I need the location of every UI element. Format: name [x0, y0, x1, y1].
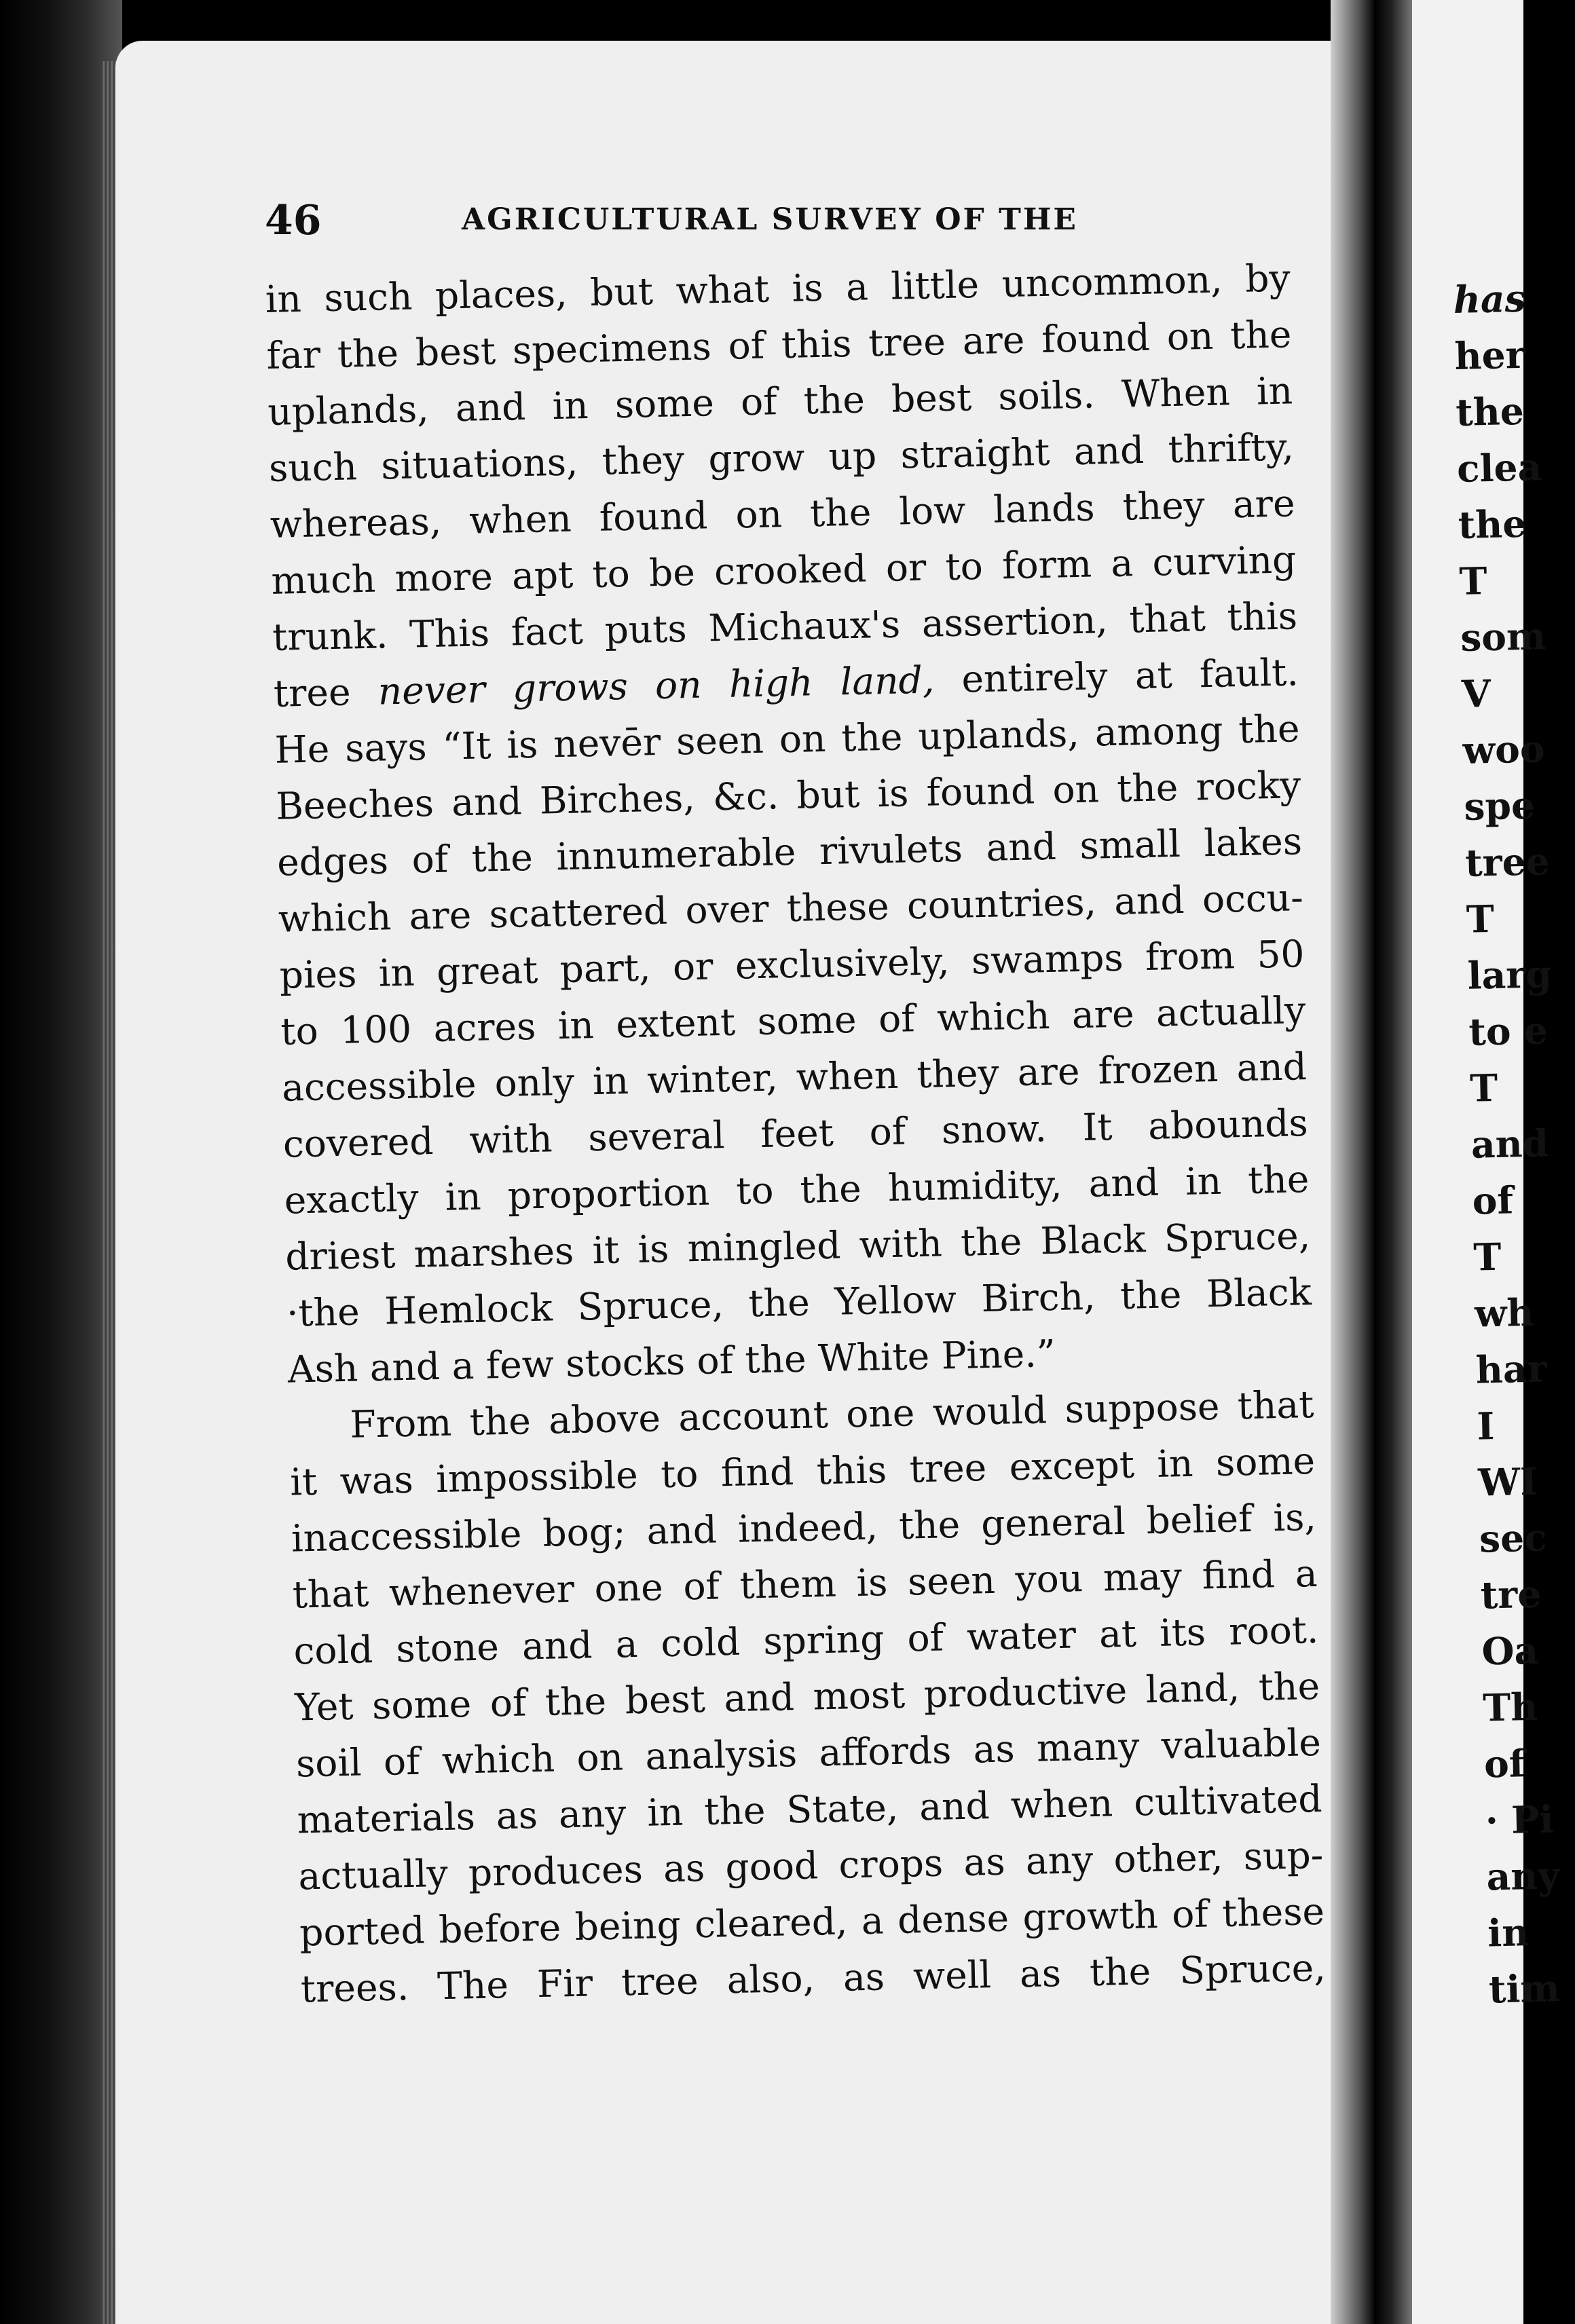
text-line: much more apt to be crooked or to form a curving [270, 538, 1297, 603]
fragment-line: sec [1479, 1515, 1548, 1561]
fragment-line: has [1453, 276, 1527, 322]
text-line: ported before being cleared, a dense growth of these [299, 1889, 1325, 1955]
fragment-line: woo [1462, 726, 1546, 772]
text-line: soil of which on analysis affords as many valuable [295, 1720, 1322, 1786]
text-line: materials as any in the State, and when cultivated [297, 1776, 1323, 1842]
text-line: that whenever one of them is seen you may find a [292, 1551, 1318, 1617]
text-line: covered with several feet of snow. It abounds [282, 1101, 1309, 1166]
text-line: exactly in proportion to the humidity, and in the [284, 1157, 1310, 1222]
text-line: such situations, they grow up straight and thrifty, [268, 425, 1295, 490]
fragment-line: V [1461, 671, 1491, 716]
fragment-line: T [1458, 559, 1488, 603]
text-line: whereas, when found on the low lands they are [270, 481, 1296, 546]
fragment-line: larg [1467, 952, 1553, 998]
fragment-line: Oa [1481, 1628, 1539, 1674]
fragment-line: and [1470, 1121, 1549, 1167]
fragment-line: of [1472, 1178, 1514, 1223]
text-line: far the best specimens of this tree are found on the [265, 312, 1292, 377]
fragment-line: Th [1482, 1684, 1538, 1730]
text-line: tree never grows on high land, entirely at fault. [273, 650, 1299, 715]
fragment-line: in [1487, 1910, 1530, 1955]
fragment-line: har [1475, 1346, 1548, 1392]
text-line: actually produces as good crops as any other, sup- [297, 1833, 1324, 1898]
text-line: Ash and a few stocks of the White Pine.” [287, 1331, 1056, 1391]
text-line: it was impossible to find this tree except in some [289, 1438, 1316, 1504]
fragment-line: spe [1463, 783, 1536, 829]
fragment-line: the [1458, 501, 1527, 547]
text-line: driest marshes it is mingled with the Black Spruce, [284, 1214, 1311, 1279]
text-line: trunk. This fact puts Michaux's assertion, that this [272, 594, 1298, 659]
text-line: From the above account one would suppose that [349, 1383, 1314, 1446]
fragment-line: her [1453, 332, 1526, 378]
page-number: 46 [265, 197, 322, 244]
text-line: ·the Hemlock Spruce, the Yellow Birch, the Black [286, 1270, 1312, 1335]
emphasized-phrase: never grows on high land, [377, 658, 935, 713]
text-line: edges of the innumerable rivulets and small lakes [276, 819, 1303, 884]
fragment-line: I [1476, 1404, 1496, 1448]
running-head: AGRICULTURAL SURVEY OF THE [462, 202, 1078, 237]
fragment-line: tree [1464, 839, 1551, 885]
fragment-line: T [1472, 1234, 1502, 1279]
fragment-line: som [1460, 614, 1546, 660]
page-header [265, 197, 1283, 251]
fragment-line: to e [1468, 1008, 1549, 1054]
body-text [265, 250, 1327, 2017]
text-line: pies in great part, or exclusively, swamps from 50 [279, 932, 1305, 997]
fragment-line: wh [1474, 1290, 1535, 1336]
fragment-line: tre [1480, 1571, 1542, 1617]
fragment-line: the [1455, 388, 1525, 434]
right-page-fragments [1453, 269, 1575, 2017]
text-line: which are scattered over these countries, and occu- [278, 876, 1304, 941]
fragment-line: clea [1456, 445, 1542, 491]
fragment-line: · Pi [1485, 1797, 1555, 1843]
text-line: uplands, and in some of the best soils. When in [267, 369, 1293, 434]
text-line: He says “It is nevēr seen on the uplands, among the [274, 707, 1301, 772]
fragment-line: of [1483, 1741, 1526, 1786]
fragment-line: T [1466, 896, 1495, 941]
text-line: trees. The Fir tree also, as well as the Spruce, [300, 1945, 1327, 2011]
text-line: cold stone and a cold spring of water at its root. [293, 1607, 1319, 1673]
text-line: accessible only in winter, when they are frozen and [281, 1045, 1308, 1110]
fragment-line: tim [1488, 1966, 1561, 2012]
text-line: to 100 acres in extent some of which are actually [280, 988, 1306, 1053]
fragment-line: WI [1477, 1459, 1538, 1505]
text-line: Beeches and Birches, &c. but is found on the rocky [275, 763, 1301, 828]
text-line: Yet some of the best and most productive land, the [294, 1664, 1320, 1729]
text-line: in such places, but what is a little uncommon, by [265, 256, 1291, 321]
fragment-line: any [1485, 1853, 1560, 1899]
right-page [1412, 0, 1561, 2324]
text-line: inaccessible bog; and indeed, the general belief is, [291, 1495, 1317, 1560]
book-gutter [1331, 0, 1412, 2324]
fragment-line: T [1469, 1065, 1498, 1110]
